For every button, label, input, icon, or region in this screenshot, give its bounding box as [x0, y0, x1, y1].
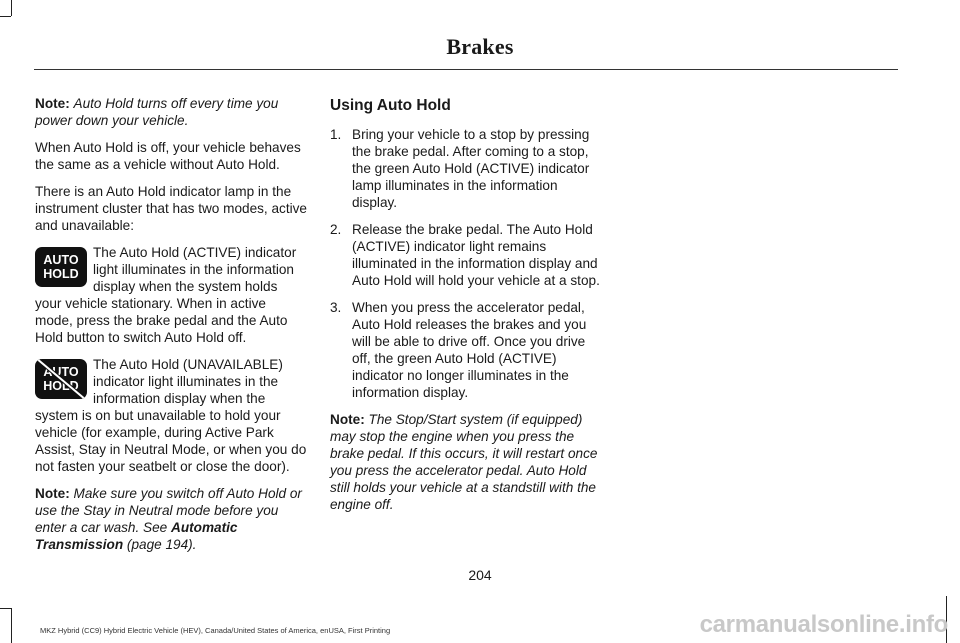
watermark: carmanualsonline.info: [699, 611, 948, 638]
indicator-unavailable-description: The Auto Hold (UNAVAILABLE) indicator light illuminates in the information display when the system is on but unavailable to hold your vehicle (for example, during Active Park Assist, Stay in Neutral Mode, or when you do not fasten your seatbelt or close the door).: [35, 357, 307, 474]
left-column: [35, 95, 307, 563]
crop-mark-top-left-h: [0, 16, 11, 17]
note-label: Note:: [35, 486, 70, 501]
note-text: Auto Hold turns off every time you power down your vehicle.: [35, 96, 279, 128]
indicator-active-block: [35, 244, 307, 346]
note-auto-hold-off: [35, 95, 307, 129]
edition-footer: MKZ Hybrid (CC9) Hybrid Electric Vehicle (HEV), Canada/United States of America, enUSA, First Printing: [40, 626, 391, 635]
icon-text-line: HOLD: [43, 267, 79, 281]
step-text: When you press the accelerator pedal, Auto Hold releases the brakes and you will be able to drive off. Once you drive off, the green Auto Hold (ACTIVE) indicator no longer illuminates in the information display.: [352, 300, 587, 400]
crop-mark-bottom-left-v: [11, 608, 12, 643]
step-text: Bring your vehicle to a stop by pressing the brake pedal. After coming to a stop, the green Auto Hold (ACTIVE) indicator lamp illuminates in the information display.: [352, 127, 590, 210]
step-number: 1.: [330, 127, 342, 142]
auto-hold-unavailable-icon: [35, 359, 87, 399]
paragraph: There is an Auto Hold indicator lamp in the instrument cluster that has two modes, active and unavailable:: [35, 184, 307, 233]
step-number: 2.: [330, 222, 342, 237]
indicator-active-description: The Auto Hold (ACTIVE) indicator light illuminates in the information display when the system holds your vehicle stationary. When in active mode, press the brake pedal and the Auto Hold button to switch Auto Hold off.: [35, 245, 297, 345]
list-item: [330, 126, 602, 211]
title-divider: [34, 69, 898, 70]
icon-text-line: AUTO: [43, 253, 79, 267]
section-heading: Using Auto Hold: [330, 97, 451, 114]
note-text: The Stop/Start system (if equipped) may stop the engine when you press the brake pedal. If this occurs, it will restart once you press the accelerator pedal. Auto Hold still holds your vehicle at a standstill with the engine off.: [330, 412, 598, 512]
paragraph: When Auto Hold is off, your vehicle behaves the same as a vehicle without Auto Hold.: [35, 140, 301, 172]
icon-text-line: HOLD: [43, 379, 79, 393]
crop-mark-bottom-left-h: [0, 608, 11, 609]
page-title: Brakes: [446, 34, 514, 59]
step-number: 3.: [330, 300, 342, 315]
steps-list: [330, 126, 602, 401]
icon-text-line: AUTO: [43, 365, 79, 379]
crop-mark-top-left-v: [11, 0, 12, 16]
note-stop-start: [330, 411, 602, 513]
step-text: Release the brake pedal. The Auto Hold (ACTIVE) indicator light remains illuminated in the information display and Auto Hold will hold your vehicle at a stop.: [352, 222, 600, 288]
list-item: [330, 221, 602, 289]
right-column: [330, 95, 602, 523]
page-number: 204: [468, 567, 492, 583]
note-label: Note:: [35, 96, 70, 111]
note-text: Make sure you switch off Auto Hold or use the Stay in Neutral mode before you enter a car wash. See: [35, 486, 302, 535]
note-car-wash: [35, 485, 307, 553]
list-item: [330, 299, 602, 401]
indicator-unavailable-block: [35, 356, 307, 475]
auto-hold-active-icon: [35, 247, 87, 287]
note-label: Note:: [330, 412, 365, 427]
cross-reference-link[interactable]: Automatic Transmission: [35, 520, 238, 552]
page-reference: (page 194).: [126, 537, 197, 552]
